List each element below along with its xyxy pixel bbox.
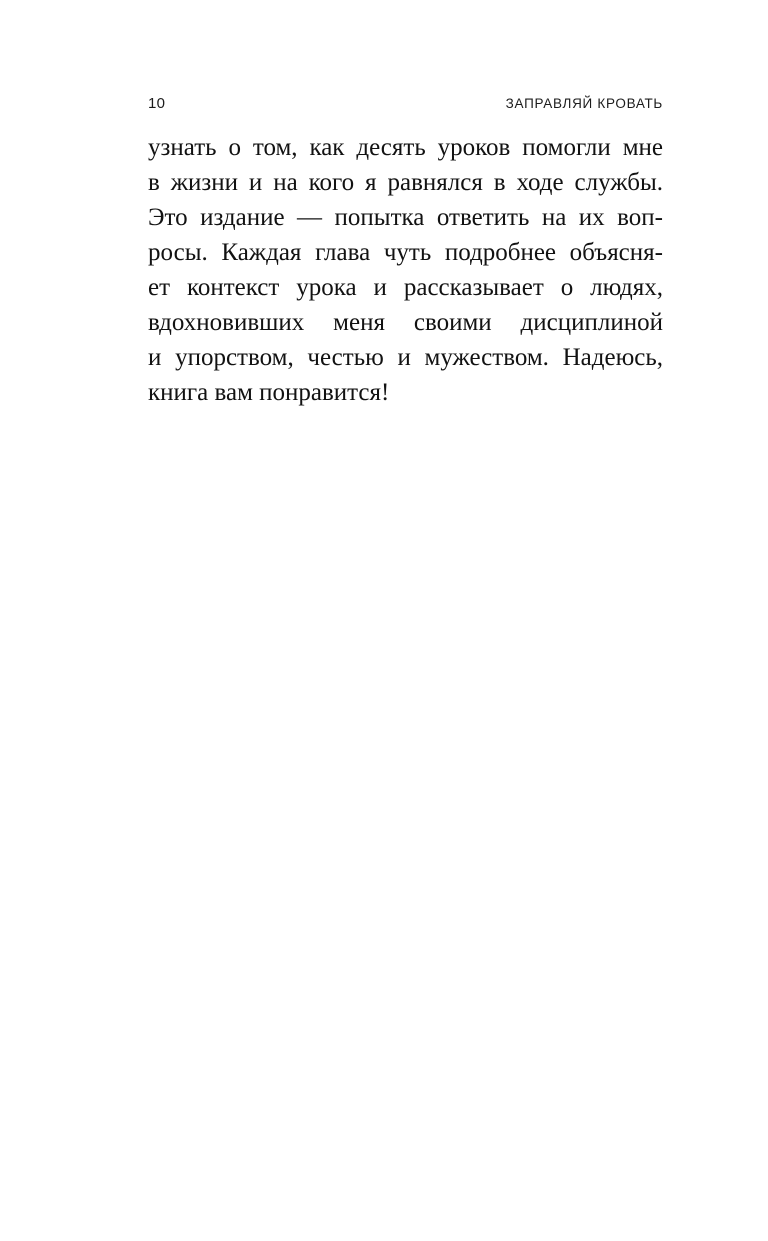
text-line: в жизни и на кого я равнялся в ходе службы. (148, 169, 663, 196)
page-header (148, 95, 663, 112)
page-number: 10 (148, 95, 166, 112)
text-line: ет контекст урока и рассказывает о людях, (148, 274, 663, 301)
text-line: росы. Каждая глава чуть подробнее объясня- (148, 239, 663, 266)
text-line: книга вам понравится! (148, 379, 390, 406)
running-title: ЗАПРАВЛЯЙ КРОВАТЬ (505, 96, 663, 111)
text-line: Это издание — попытка ответить на их воп- (148, 204, 663, 231)
text-line: вдохновивших меня своими дисциплиной (148, 309, 663, 336)
page-body (148, 130, 663, 410)
text-line: и упорством, честью и мужеством. Надеюсь, (148, 344, 663, 371)
text-line: узнать о том, как десять уроков помогли мне (148, 134, 663, 161)
